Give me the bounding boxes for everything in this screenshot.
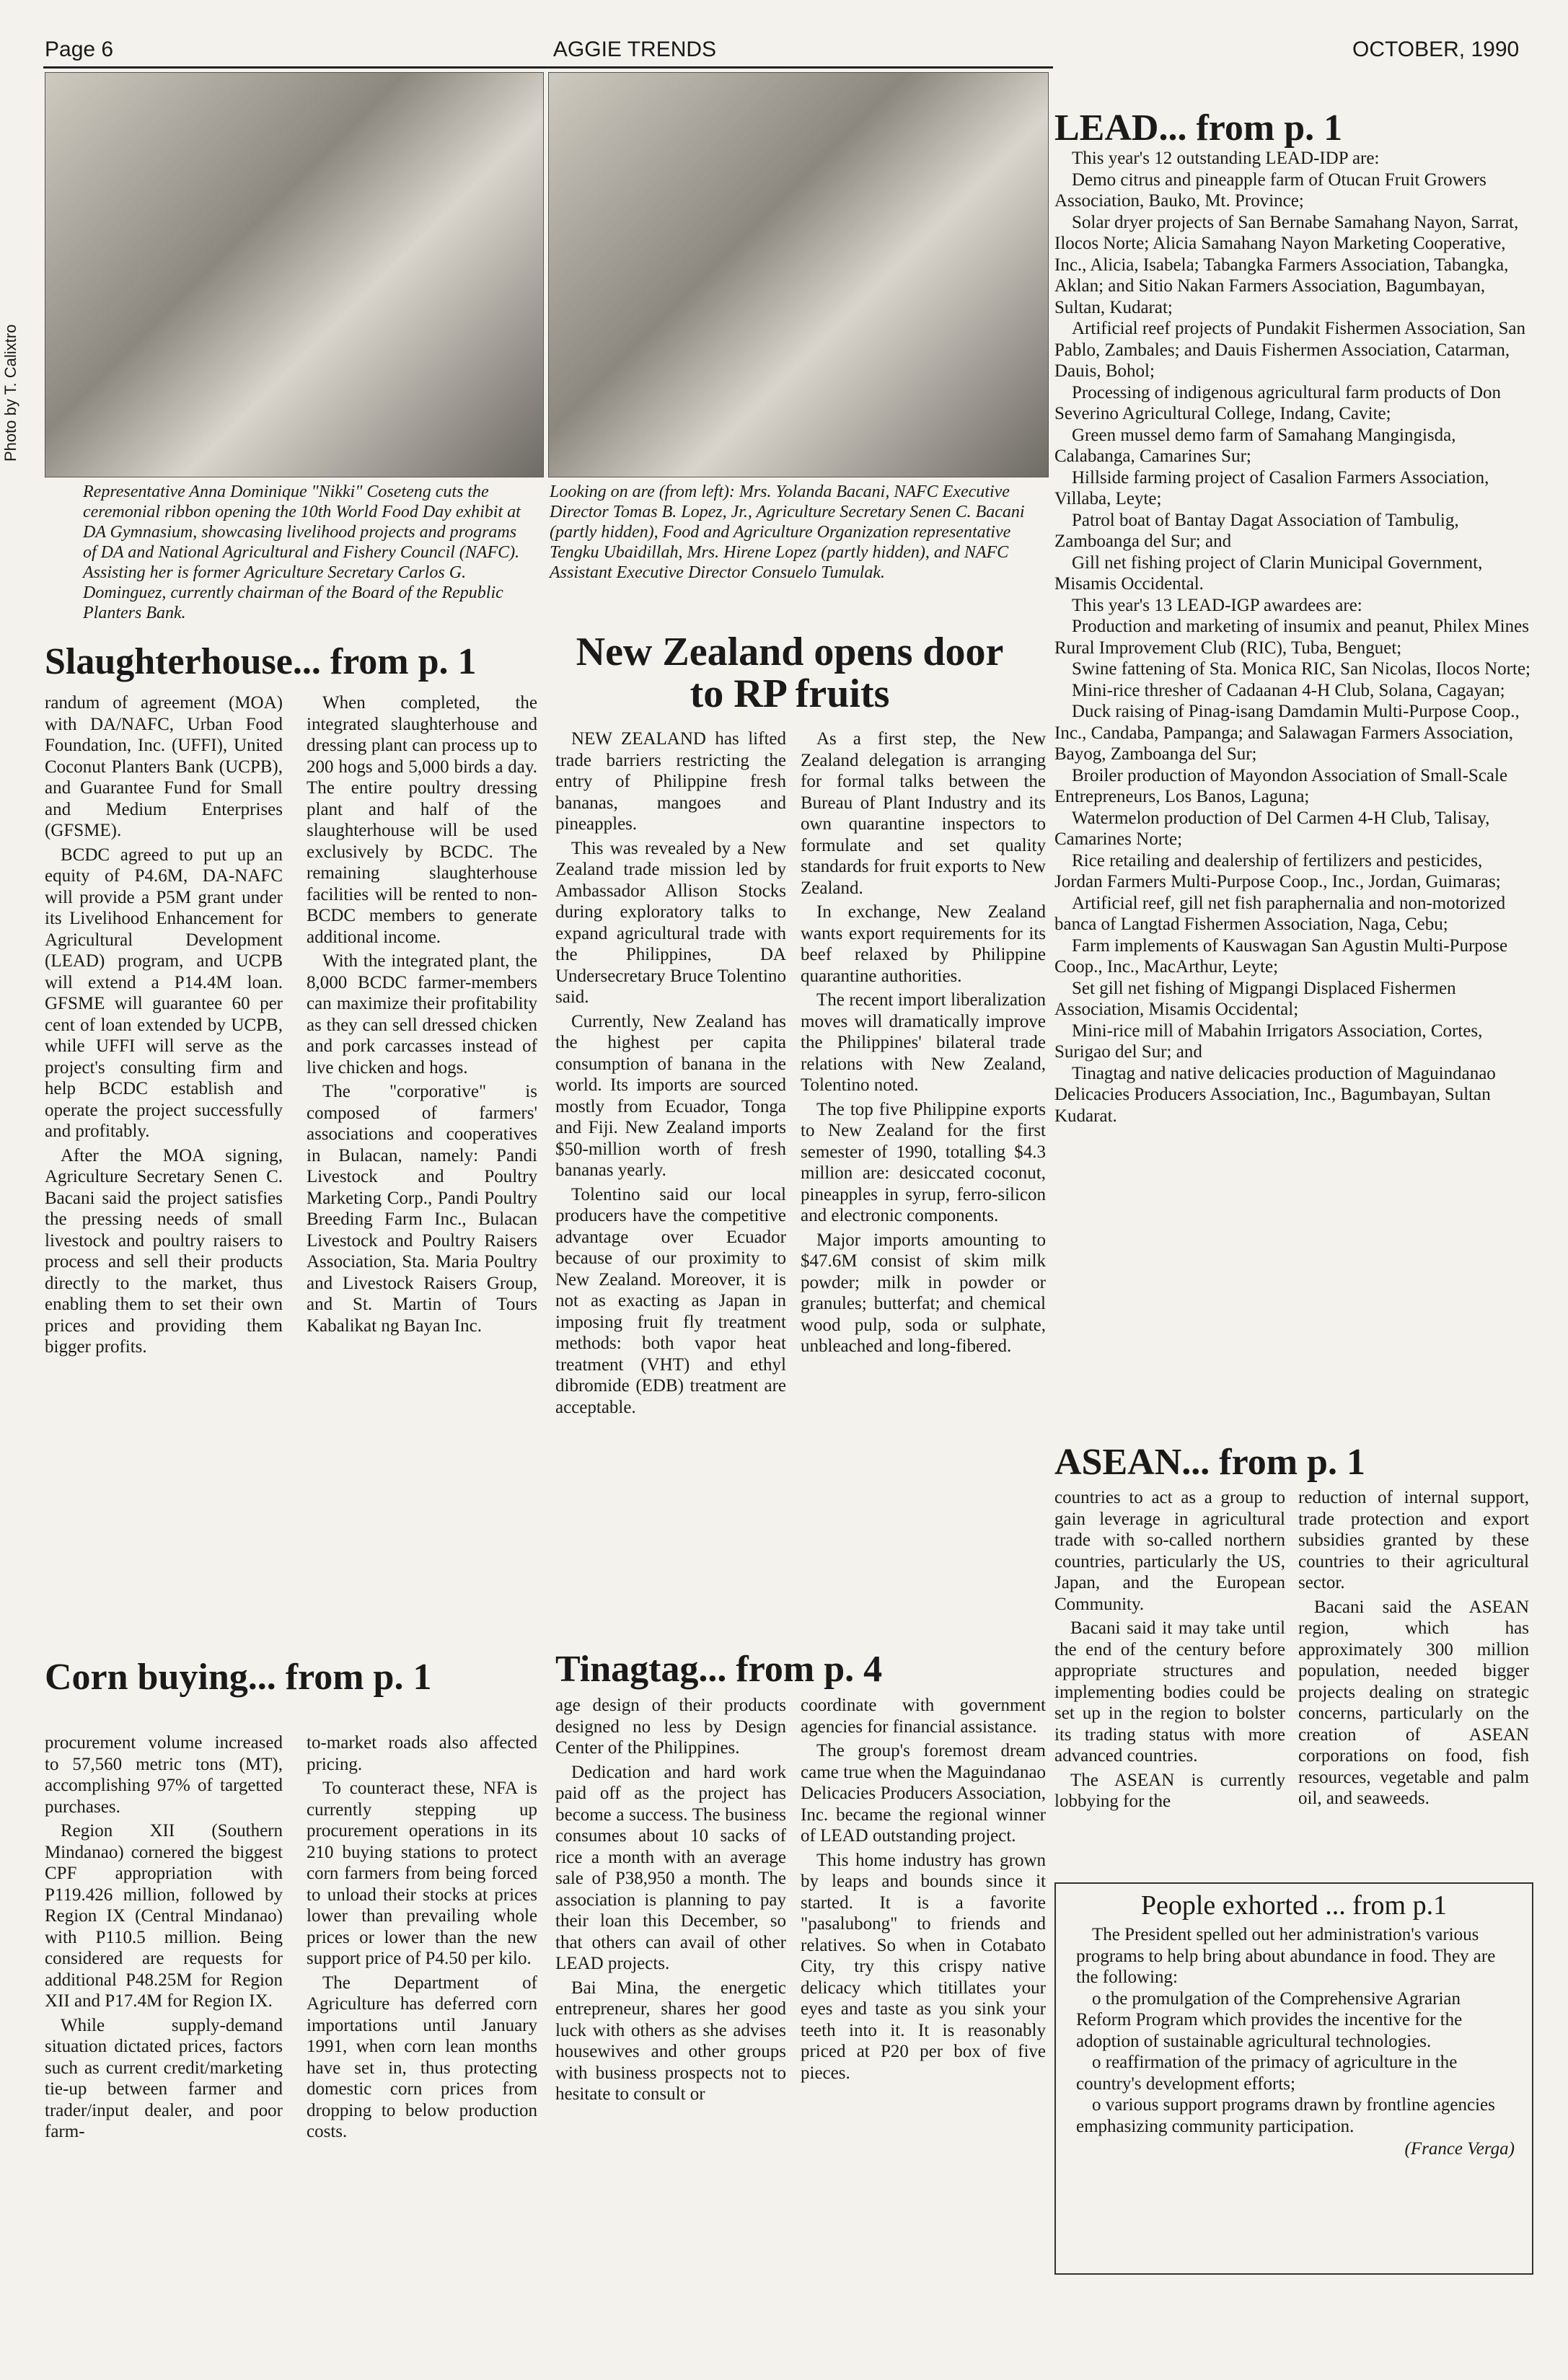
people-exhorted-box: [1054, 1882, 1533, 2275]
paragraph: o the promulgation of the Comprehensive Agrarian Reform Program which provides the incentive for the adoption of sustainable agricultural technologies.: [1076, 1988, 1463, 2051]
paragraph: Currently, New Zealand has the highest per capita consumption of banana in the world. Its imports are sourced mostly from Ecuador, Tonga and Fiji. New Zealand imports $50-million worth of fresh bananas yearly.: [555, 1011, 786, 1180]
paragraph: Major imports amounting to $47.6M consist of skim milk powder; milk in powder or granules; butterfat; and chemical wood pulp, soda or sulphate, unbleached and long-fibered.: [801, 1230, 1046, 1356]
list-item: Mini-rice mill of Mabahin Irrigators Association, Cortes, Surigao del Sur; and: [1054, 1021, 1483, 1062]
new-zealand-column-2: [801, 728, 1046, 1360]
new-zealand-column-1: [555, 728, 786, 1421]
list-item: Hillside farming project of Casalion Farmers Association, Villaba, Leyte;: [1054, 467, 1489, 508]
list-item: Processing of indigenous agricultural farm products of Don Severino Agricultural College, Indang, Cavite;: [1054, 382, 1502, 423]
new-zealand-headline: New Zealand opens door to RP fruits: [576, 630, 1004, 716]
asean-column-1: [1054, 1487, 1285, 1815]
paragraph: To counteract these, NFA is currently stepping up procurement operations in its 210 buying stations to protect corn farmers from being forced to unload their stocks at prices lower than prevailing whole prices or lower than the new support price of P4.50 per kilo.: [307, 1779, 537, 1968]
paragraph: In exchange, New Zealand wants export requirements for its beef relaxed by Philippine quarantine authorities.: [801, 902, 1046, 986]
issue-date: OCTOBER, 1990: [1352, 38, 1520, 61]
paragraph: As a first step, the New Zealand delegation is arranging for formal talks between the Bureau of Plant Industry and its own quarantine inspectors to formulate and set quality standards for fruit exports to New Zealand.: [801, 729, 1046, 898]
list-item: Swine fattening of Sta. Monica RIC, San Nicolas, Ilocos Norte;: [1072, 659, 1530, 679]
asean-headline: ASEAN... from p. 1: [1054, 1442, 1365, 1483]
tinagtag-column-2: [801, 1695, 1046, 2086]
list-item: Green mussel demo farm of Samahang Mangingisda, Calabanga, Camarines Sur;: [1054, 425, 1456, 466]
paragraph: The Department of Agriculture has deferred corn importations until January 1991, when corn lean months have set in, thus protecting domestic corn prices from dropping to below production costs.: [307, 1973, 537, 2141]
paragraph: Bacani said it may take until the end of the century before appropriate structures and implementing bodies could be set up in the region to bolster its trading status with more advanced countries.: [1054, 1618, 1285, 1766]
list-item: Patrol boat of Bantay Dagat Association of Tambulig, Zamboanga del Sur; and: [1054, 510, 1459, 551]
paragraph: With the integrated plant, the 8,000 BCDC farmer-members can maximize their profitability as they can sell dressed chicken and pork carcasses instead of live chicken and hogs.: [307, 951, 537, 1077]
paragraph: The recent import liberalization moves will dramatically improve the Philippines' bilateral trade relations with New Zealand, Tolentino noted.: [801, 990, 1046, 1095]
people-exhorted-headline: People exhorted ... from p.1: [1140, 1890, 1448, 1921]
slaughterhouse-column-2: [307, 692, 537, 1339]
photo-caption-left: Representative Anna Dominique "Nikki" Coseteng cuts the ceremonial ribbon opening the 10th World Food Day exhibit at DA Gymnasium, showcasing livelihood projects and programs of DA and National Agricultural and Fishery Council (NAFC). Assisting her is former Agriculture Secretary Carlos G. Dominguez, currently chairman of the Board of the Republic Planters Bank.: [83, 482, 521, 622]
slaughterhouse-column-1: [45, 692, 283, 1361]
paragraph: reduction of internal support, trade protection and export subsidies granted by these countries to their agricultural sector.: [1298, 1488, 1529, 1592]
list-item: Farm implements of Kauswagan San Agustin Multi-Purpose Coop., Inc., MacArthur, Leyte;: [1054, 935, 1508, 977]
list-item: This year's 12 outstanding LEAD-IDP are:: [1072, 149, 1380, 168]
paragraph: procurement volume increased to 57,560 metric tons (MT), accomplishing 97% of targetted purchases.: [45, 1733, 283, 1817]
paragraph: o various support programs drawn by frontline agencies emphasizing community participation.: [1076, 2095, 1495, 2136]
onlookers-photo: [548, 72, 1049, 477]
photo-caption-right: Looking on are (from left): Mrs. Yolanda Bacani, NAFC Executive Director Tomas B. Lopez, Jr., Agriculture Secretary Senen C. Bacani (partly hidden), Food and Agriculture Organization representative Tengku Ubaidillah, Mrs. Hirene Lopez (partly hidden), and NAFC Assistant Executive Director Consuelo Tumulak.: [550, 482, 1025, 582]
page-number: Page 6: [45, 38, 114, 61]
paragraph: Region XII (Southern Mindanao) cornered the biggest CPF appropriation with P119.426 million, followed by Region IX (Central Mindanao) with P110.5 million. Being considered are requests for additional P48.25M for Region XII and P17.4M for Region IX.: [45, 1821, 283, 2011]
list-item: Solar dryer projects of San Bernabe Samahang Nayon, Sarrat, Ilocos Norte; Alicia Samahang Nayon Marketing Cooperative, Inc., Alicia, Isabela; Tabangka Farmers Association, Tabangka, Aklan; and Sitio Nakan Farmers Association, Bagumbayan, Sultan, Kudarat;: [1054, 212, 1519, 317]
corn-buying-headline: Corn buying... from p. 1: [45, 1657, 432, 1698]
list-item: Gill net fishing project of Clarin Municipal Government, Misamis Occidental.: [1054, 552, 1483, 594]
paragraph: age design of their products designed no less by Design Center of the Philippines.: [555, 1696, 786, 1758]
paragraph: randum of agreement (MOA) with DA/NAFC, Urban Food Foundation, Inc. (UFFI), United Coconut Planters Bank (UCPB), and Guarantee Fund for Small and Medium Enterprises (GFSME).: [45, 693, 283, 840]
photo-credit: Photo by T. Calixtro: [1, 324, 19, 462]
lead-list: [1054, 148, 1530, 1127]
paragraph: The "corporative" is composed of farmers' associations and cooperatives in Bulacan, namely: Pandi Livestock and Poultry Marketing Corp., Pandi Poultry Breeding Farm Inc., Bulacan Livestock and Poultry Raisers Association, Sta. Maria Poultry and Livestock Raisers Group, and St. Martin of Tours Kabalikat ng Bayan Inc.: [307, 1082, 537, 1336]
list-item: Artificial reef projects of Pundakit Fishermen Association, San Pablo, Zambales; and Dauis Fishermen Association, Catarman, Dauis, Bohol;: [1054, 319, 1526, 381]
paragraph: This was revealed by a New Zealand trade mission led by Ambassador Allison Stocks during exploratory talks to expand agricultural trade with the Philippines, DA Undersecretary Bruce Tolentino said.: [555, 838, 786, 1007]
list-item: Demo citrus and pineapple farm of Otucan Fruit Growers Association, Bauko, Mt. Province;: [1054, 169, 1486, 211]
list-item: Artificial reef, gill net fish paraphernalia and non-motorized banca of Langtad Fishermen Association, Naga, Cebu;: [1054, 893, 1506, 934]
paragraph: NEW ZEALAND has lifted trade barriers restricting the entry of Philippine fresh bananas, mangoes and pineapples.: [555, 729, 786, 834]
lead-headline: LEAD... from p. 1: [1054, 107, 1343, 149]
corn-buying-column-1: [45, 1732, 283, 2146]
paragraph: The top five Philippine exports to New Zealand for the first semester of 1990, totalling $4.3 million are: desiccated coconut, pineapples in syrup, ferro-silicon and electronic components.: [801, 1099, 1046, 1225]
paragraph: Tolentino said our local producers have the competitive advantage over Ecuador because of our proximity to New Zealand. Moreover, it is not as exacting as Japan in imposing fruit fly treatment methods: both vapor heat treatment (VHT) and ethyl dibromide (EDB) treatment are acceptable.: [555, 1184, 786, 1417]
slaughterhouse-headline: Slaughterhouse... from p. 1: [45, 641, 477, 682]
paragraph: BCDC agreed to put up an equity of P4.6M, DA-NAFC will provide a P5M grant under its Livelihood Enhancement for Agricultural Development (LEAD) program, and UCPB will extend a P14.4M loan. GFSME will guarantee 60 per cent of loan extended by UCPB, while UFFI will serve as the project's consulting firm and help BCDC establish and operate the project successfully and profitably.: [45, 845, 283, 1141]
tinagtag-column-1: [555, 1695, 786, 2108]
paragraph: This home industry has grown by leaps and bounds since it started. It is a favorite "pasalubong" to friends and relatives. So when in Cotabato City, try this crispy native delicacy which titillates your eyes and taste as you sink your teeth into it. It is reasonably priced at P20 per box of five pieces.: [801, 1850, 1046, 2083]
paragraph: o reaffirmation of the primacy of agriculture in the country's development efforts;: [1076, 2053, 1458, 2094]
paragraph: The group's foremost dream came true when the Maguindanao Delicacies Producers Association, Inc. became the regional winner of LEAD outstanding project.: [801, 1741, 1046, 1846]
list-item: Watermelon production of Del Carmen 4-H Club, Talisay, Camarines Norte;: [1054, 808, 1490, 849]
paragraph: After the MOA signing, Agriculture Secretary Senen C. Bacani said the project satisfies the pressing needs of small livestock and poultry raisers to process and sell their products directly to the market, thus enabling them to set their own prices and providing them bigger profits.: [45, 1145, 283, 1357]
list-item: Duck raising of Pinag-isang Damdamin Multi-Purpose Coop., Inc., Candaba, Pampanga; and Salawagan Farmers Association, Bayog, Zamboanga del Sur;: [1054, 702, 1520, 764]
paragraph: Bai Mina, the energetic entrepreneur, shares her good luck with others as she advises housewives and other groups with business prospects not to hesitate to consult or: [555, 1978, 786, 2104]
paragraph: The ASEAN is currently lobbying for the: [1054, 1770, 1285, 1811]
paragraph: Bacani said the ASEAN region, which has approximately 300 million population, needed bigger projects dealing on strategic concerns, particularly on the creation of ASEAN corporations on food, fish resources, vegetable and palm oil, and seaweeds.: [1298, 1597, 1529, 1808]
paragraph: The President spelled out her administration's various programs to help bring about abundance in food. They are the following:: [1076, 1925, 1496, 1987]
list-item: Mini-rice thresher of Cadaanan 4-H Club, Solana, Cagayan;: [1072, 680, 1505, 700]
paragraph: countries to act as a group to gain leverage in agricultural trade with so-called northern countries, particularly the US, Japan, and the European Community.: [1054, 1488, 1285, 1614]
paragraph: When completed, the integrated slaughterhouse and dressing plant can process up to 200 hogs and 5,000 birds a day. The entire poultry dressing plant and half of the slaughterhouse will be used exclusively by BCDC. The remaining slaughterhouse facilities will be rented to non-BCDC members to generate additional income.: [307, 693, 537, 947]
paragraph: to-market roads also affected pricing.: [307, 1733, 537, 1774]
paper-name: AGGIE TRENDS: [552, 38, 717, 61]
tinagtag-headline: Tinagtag... from p. 4: [555, 1649, 883, 1690]
paragraph: While supply-demand situation dictated prices, factors such as current credit/marketing tie-up between farmer and trader/input dealer, and poor farm-: [45, 2015, 283, 2141]
paragraph: Dedication and hard work paid off as the project has become a success. The business consumes about 10 sacks of rice a month with an average sale of P38,950 a month. The association is planning to pay their loan this December, so that others can avail of other LEAD projects.: [555, 1762, 786, 1973]
list-item: Broiler production of Mayondon Association of Small-Scale Entrepreneurs, Los Banos, Laguna;: [1054, 765, 1508, 806]
header-rule: [43, 66, 1053, 69]
paragraph: coordinate with government agencies for financial assistance.: [801, 1696, 1046, 1737]
list-item: This year's 13 LEAD-IGP awardees are:: [1072, 595, 1362, 615]
list-item: Production and marketing of insumix and peanut, Philex Mines Rural Improvement Club (RIC), Tuba, Benguet;: [1054, 617, 1529, 658]
byline: (France Verga): [1404, 2139, 1515, 2159]
list-item: Tinagtag and native delicacies production of Maguindanao Delicacies Producers Association, Inc., Bagumbayan, Sultan Kudarat.: [1054, 1063, 1496, 1126]
asean-column-2: [1298, 1487, 1529, 1812]
list-item: Set gill net fishing of Migpangi Displaced Fishermen Association, Misamis Occidental;: [1054, 978, 1456, 1019]
corn-buying-column-2: [307, 1732, 537, 2146]
ribbon-cutting-photo: [45, 72, 544, 477]
list-item: Rice retailing and dealership of fertilizers and pesticides, Jordan Farmers Multi-Purpose Coop., Inc., Jordan, Guimaras;: [1054, 850, 1501, 891]
